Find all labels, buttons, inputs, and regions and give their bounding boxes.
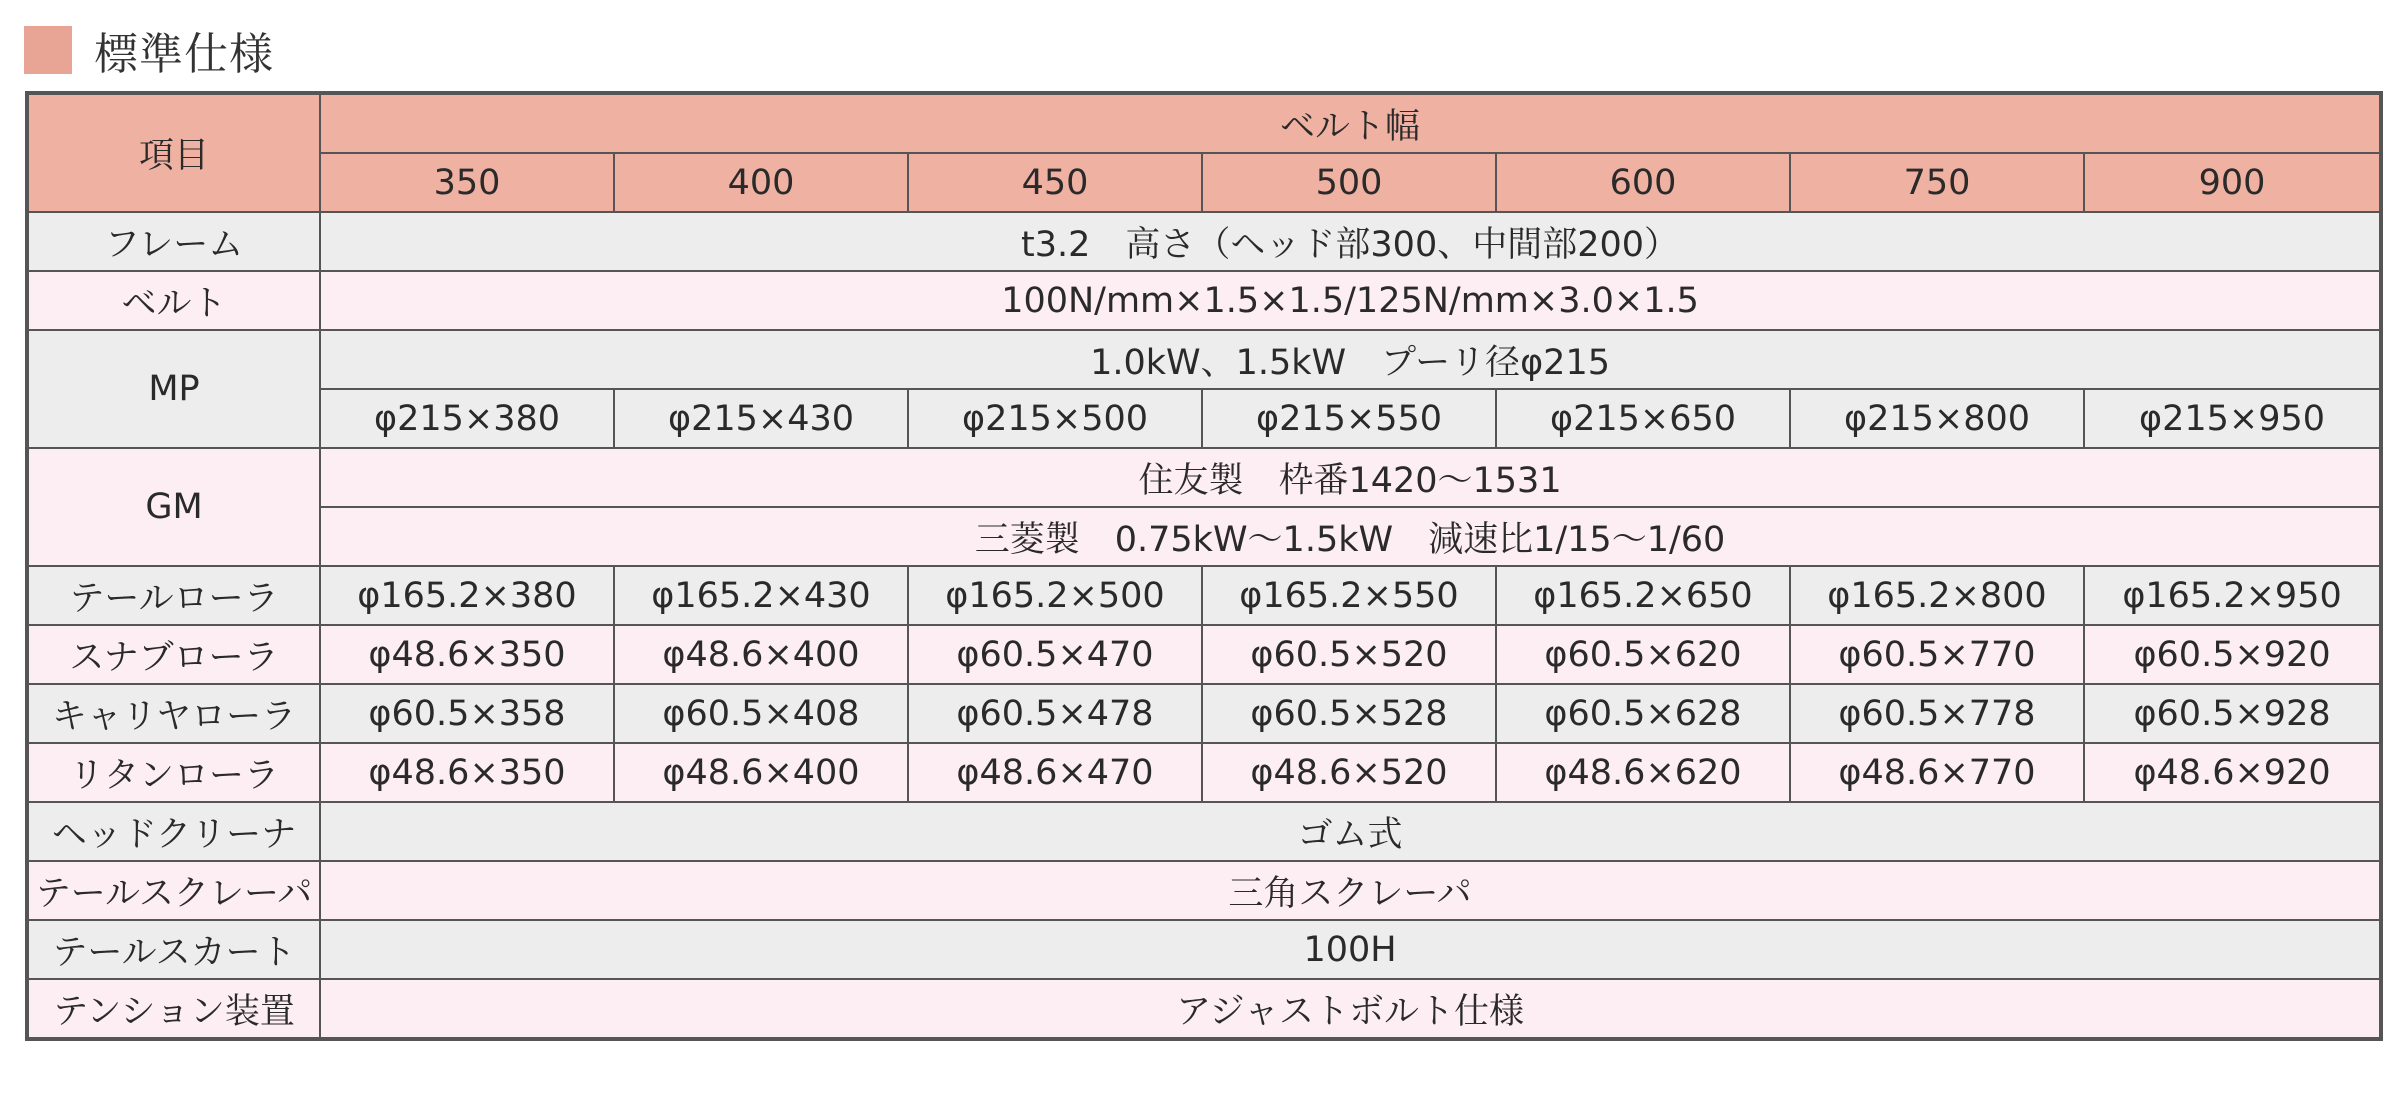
table-cell: φ48.6×470 [908,743,1202,802]
row-value: 100N/mm×1.5×1.5/125N/mm×3.0×1.5 [320,271,2381,330]
table-cell: φ60.5×920 [2084,625,2381,684]
row-value: アジャストボルト仕様 [320,979,2381,1039]
row-head-cleaner [27,802,2381,861]
row-value: 1.0kW、1.5kW プーリ径φ215 [320,330,2381,389]
heading-square-marker [24,26,72,74]
row-label: テールスクレーパ [27,861,320,920]
row-gm-line2 [27,507,2381,566]
table-cell: φ60.5×478 [908,684,1202,743]
row-snub-roller [27,625,2381,684]
table-cell: φ165.2×950 [2084,566,2381,625]
row-label: テールローラ [27,566,320,625]
width-header-cell: 400 [614,153,908,212]
row-label: リタンローラ [27,743,320,802]
table-cell: φ215×650 [1496,389,1790,448]
table-cell: φ165.2×380 [320,566,614,625]
row-value: t3.2 高さ（ヘッド部300、中間部200） [320,212,2381,271]
width-header-cell: 500 [1202,153,1496,212]
table-cell: φ165.2×430 [614,566,908,625]
table-cell: φ48.6×400 [614,625,908,684]
row-tension-device [27,979,2381,1039]
row-label: フレーム [27,212,320,271]
row-gm-line1 [27,448,2381,507]
table-cell: φ60.5×528 [1202,684,1496,743]
row-label: ヘッドクリーナ [27,802,320,861]
table-cell: φ60.5×928 [2084,684,2381,743]
table-cell: φ60.5×770 [1790,625,2084,684]
section-heading [24,20,274,80]
table-cell: φ48.6×770 [1790,743,2084,802]
row-carrier-roller [27,684,2381,743]
row-belt [27,271,2381,330]
row-value: 100H [320,920,2381,979]
width-header-cell: 600 [1496,153,1790,212]
spec-table [25,91,2383,1041]
width-header-cell: 900 [2084,153,2381,212]
row-label: キャリヤローラ [27,684,320,743]
table-cell: φ215×550 [1202,389,1496,448]
table-cell: φ48.6×350 [320,743,614,802]
table-cell: φ60.5×358 [320,684,614,743]
header-row-widths [27,153,2381,212]
row-value: ゴム式 [320,802,2381,861]
row-value: 住友製 枠番1420～1531 [320,448,2381,507]
row-label: MP [27,330,320,448]
row-label: ベルト [27,271,320,330]
width-header-cell: 350 [320,153,614,212]
table-cell: φ215×380 [320,389,614,448]
table-cell: φ60.5×620 [1496,625,1790,684]
row-label: スナブローラ [27,625,320,684]
table-cell: φ165.2×550 [1202,566,1496,625]
table-cell: φ60.5×778 [1790,684,2084,743]
table-cell: φ165.2×650 [1496,566,1790,625]
row-tail-roller [27,566,2381,625]
table-cell: φ215×800 [1790,389,2084,448]
table-cell: φ215×430 [614,389,908,448]
width-header-cell: 450 [908,153,1202,212]
table-cell: φ48.6×400 [614,743,908,802]
table-cell: φ215×500 [908,389,1202,448]
row-return-roller [27,743,2381,802]
row-tail-scraper [27,861,2381,920]
page-title: 標準仕様 [94,29,274,80]
item-header-cell: 項目 [27,93,320,212]
table-cell: φ60.5×408 [614,684,908,743]
row-mp-sizes [27,389,2381,448]
row-value: 三角スクレーパ [320,861,2381,920]
table-cell: φ48.6×350 [320,625,614,684]
table-cell: φ215×950 [2084,389,2381,448]
table-cell: φ60.5×628 [1496,684,1790,743]
table-cell: φ48.6×520 [1202,743,1496,802]
row-frame [27,212,2381,271]
header-row-1 [27,93,2381,153]
row-value: 三菱製 0.75kW～1.5kW 減速比1/15～1/60 [320,507,2381,566]
table-cell: φ48.6×920 [2084,743,2381,802]
row-label: テンション装置 [27,979,320,1039]
table-cell: φ60.5×470 [908,625,1202,684]
belt-width-header-cell: ベルト幅 [320,93,2381,153]
row-tail-skirt [27,920,2381,979]
table-cell: φ60.5×520 [1202,625,1496,684]
width-header-cell: 750 [1790,153,2084,212]
table-cell: φ165.2×800 [1790,566,2084,625]
row-mp-spec [27,330,2381,389]
row-label: テールスカート [27,920,320,979]
table-cell: φ165.2×500 [908,566,1202,625]
table-cell: φ48.6×620 [1496,743,1790,802]
row-label: GM [27,448,320,566]
